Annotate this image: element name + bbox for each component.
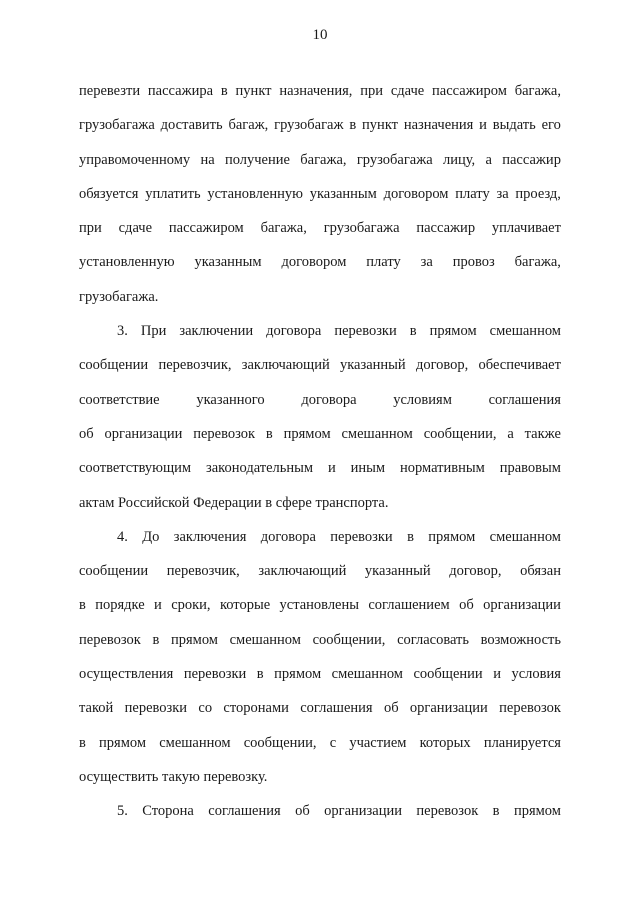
text-line: в прямом смешанном сообщении, с участием которых планируется — [79, 734, 561, 751]
text-line: такой перевозки со сторонами соглашения об организации перевозок — [79, 700, 561, 717]
text-line: сообщении перевозчик, заключающий указанный договор, обеспечивает — [79, 357, 561, 374]
text-line: управомоченному на получение багажа, грузобагажа лицу, а пассажир — [79, 151, 561, 168]
text-line: перевезти пассажира в пункт назначения, при сдаче пассажиром багажа, — [79, 83, 561, 99]
text-line: сообщении перевозчик, заключающий указанный договор, обязан — [79, 563, 561, 580]
page-number: 10 — [312, 27, 328, 43]
text-line: 5. Сторона соглашения об организации перевозок в прямом — [117, 803, 561, 820]
text-line: об организации перевозок в прямом смешанном сообщении, а также — [79, 425, 561, 442]
text-line: осуществить такую перевозку. — [79, 768, 268, 785]
text-line: актам Российской Федерации в сфере транспорта. — [79, 494, 389, 511]
text-line: при сдаче пассажиром багажа, грузобагажа пассажир уплачивает — [79, 220, 561, 237]
text-line: перевозок в прямом смешанном сообщении, согласовать возможность — [79, 631, 561, 648]
document-body — [79, 79, 561, 834]
text-line: осуществления перевозки в прямом смешанном сообщении и условия — [79, 666, 561, 683]
text-line: установленную указанным договором плату за провоз багажа, — [79, 254, 561, 271]
text-line: грузобагажа доставить багаж, грузобагаж в пункт назначения и выдать его — [79, 117, 561, 134]
text-line: соответствие указанного договора условиям соглашения — [79, 391, 561, 408]
text-line: грузобагажа. — [79, 288, 159, 305]
text-line: обязуется уплатить установленную указанным договором плату за проезд, — [79, 185, 561, 202]
text-line: 4. До заключения договора перевозки в прямом смешанном — [117, 528, 561, 545]
text-line: соответствующим законодательным и иным нормативным правовым — [79, 460, 561, 477]
text-line: 3. При заключении договора перевозки в прямом смешанном — [117, 323, 561, 340]
text-line: в порядке и сроки, которые установлены соглашением об организации — [79, 597, 561, 614]
